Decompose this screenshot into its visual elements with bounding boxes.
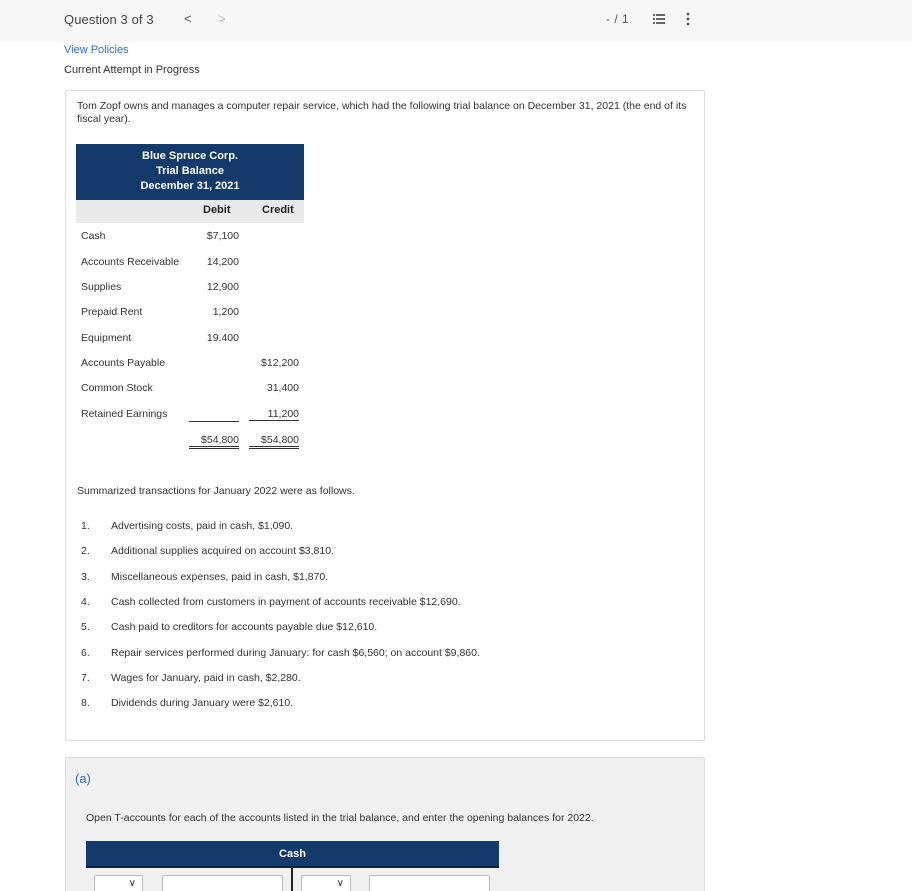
question-list-icon[interactable] [653, 13, 665, 25]
credit-amount: 31,400 [266, 382, 299, 394]
trial-balance-date: December 31, 2021 [140, 180, 240, 192]
credit-amount: 11,200 [249, 408, 299, 421]
account-name: Accounts Payable [81, 357, 166, 369]
taccount-divider [291, 868, 293, 891]
total-debit: $54,800 [189, 434, 239, 449]
transaction-number: 4. [81, 596, 90, 608]
credit-amount-input[interactable] [369, 875, 490, 891]
policies-panel [56, 42, 705, 84]
transaction-text: Miscellaneous expenses, paid in cash, $1,870. [111, 571, 329, 583]
problem-intro: Tom Zopf owns and manages a computer repair service, which had the following trial balance on December 31, 2021 (the end of its fiscal year). [77, 100, 687, 125]
transaction-number: 5. [81, 621, 90, 633]
account-name: Supplies [81, 281, 122, 293]
table-row [81, 230, 306, 246]
account-name: Cash [81, 230, 106, 242]
summary-intro: Summarized transactions for January 2022 were as follows. [77, 485, 355, 497]
account-name: Accounts Receivable [81, 256, 180, 268]
chevron-down-icon: ∨ [336, 878, 344, 889]
account-name: Retained Earnings [81, 408, 168, 420]
totals-row [81, 434, 306, 450]
transaction-text: Cash paid to creditors for accounts payable due $12,610. [111, 621, 378, 633]
taccount-title: Cash [279, 848, 306, 860]
view-policies-link[interactable]: View Policies [64, 44, 129, 56]
account-name: Prepaid Rent [81, 306, 143, 318]
transaction-text: Advertising costs, paid in cash, $1,090. [111, 520, 294, 532]
question-title: Question 3 of 3 [64, 12, 154, 27]
table-row [81, 357, 306, 373]
credit-column-header: Credit [262, 204, 294, 216]
table-row [81, 332, 306, 348]
total-credit: $54,800 [249, 434, 299, 449]
transaction-text: Dividends during January were $2,610. [111, 697, 294, 709]
company-name: Blue Spruce Corp. [142, 150, 238, 162]
transaction-text: Cash collected from customers in payment of accounts receivable $12,690. [111, 596, 461, 608]
question-header [0, 0, 912, 42]
debit-column-header: Debit [203, 204, 231, 216]
transaction-text: Repair services performed during January: for cash $6,560; on account $9,860. [111, 647, 480, 659]
table-row [81, 408, 306, 424]
debit-amount: 1,200 [212, 306, 239, 318]
transaction-number: 6. [81, 647, 90, 659]
transaction-number: 7. [81, 672, 90, 684]
part-a-card [65, 757, 705, 891]
debit-date-select[interactable] [94, 875, 143, 891]
table-row [81, 306, 306, 322]
transaction-number: 3. [81, 571, 90, 583]
attempt-status: Current Attempt in Progress [64, 64, 200, 76]
table-row [81, 256, 306, 272]
score-display: - / 1 [606, 12, 630, 26]
debit-amount: 12,900 [206, 281, 239, 293]
part-a-label: (a) [75, 771, 91, 786]
account-name: Common Stock [81, 382, 153, 394]
transaction-text: Wages for January, paid in cash, $2,280. [111, 672, 301, 684]
debit-amount-input[interactable] [162, 875, 283, 891]
more-options-icon[interactable] [685, 11, 691, 27]
credit-amount: $12,200 [261, 357, 299, 369]
credit-date-select[interactable] [301, 875, 351, 891]
trial-balance-title: Trial Balance [156, 165, 224, 177]
transaction-number: 1. [81, 520, 90, 532]
next-question-button[interactable]: > [218, 11, 226, 26]
trial-balance-header [76, 144, 304, 200]
transaction-number: 8. [81, 697, 90, 709]
debit-amount: $7,100 [206, 230, 239, 242]
table-row [81, 382, 306, 398]
table-row [81, 281, 306, 297]
previous-question-button[interactable]: < [184, 11, 192, 26]
transaction-text: Additional supplies acquired on account $3,810. [111, 545, 334, 557]
debit-amount: 14,200 [206, 256, 239, 268]
account-name: Equipment [81, 332, 132, 344]
transaction-number: 2. [81, 545, 90, 557]
debit-amount: 19,400 [206, 332, 239, 344]
chevron-down-icon: ∨ [128, 878, 136, 889]
part-a-instruction: Open T-accounts for each of the accounts listed in the trial balance, and enter the opening balances for 2022. [86, 812, 594, 824]
debit-underline [189, 408, 239, 422]
cash-taccount-header [86, 841, 499, 868]
